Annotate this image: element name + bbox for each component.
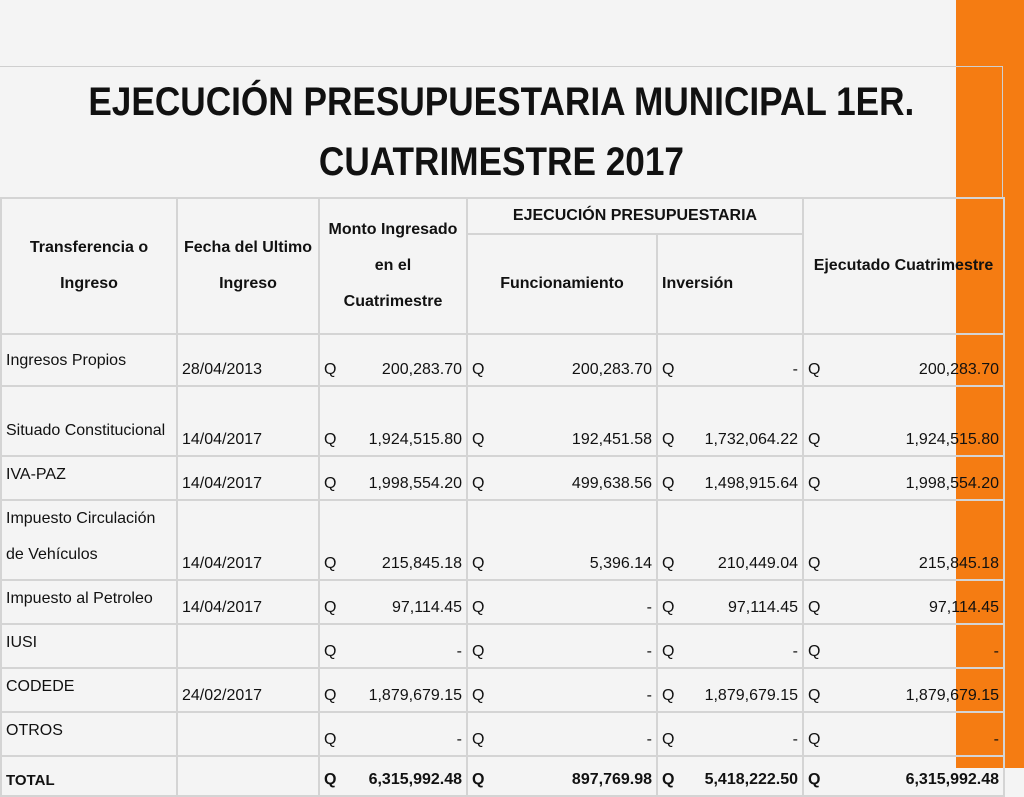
- row-ejec-value: 1,879,679.15: [905, 687, 999, 704]
- row-monto-value: 215,845.18: [381, 555, 462, 572]
- currency-symbol: Q: [662, 431, 675, 448]
- currency-symbol: Q: [472, 599, 485, 616]
- currency-symbol: Q: [324, 475, 337, 492]
- currency-symbol: Q: [472, 475, 485, 492]
- total-ejec-value: 6,315,992.48: [905, 771, 999, 788]
- row-ejec-value: 215,845.18: [918, 555, 999, 572]
- row-inv-value: 1,732,064.22: [704, 431, 798, 448]
- currency-symbol: Q: [324, 771, 337, 788]
- row-ejec-cell: [803, 624, 1004, 668]
- header-transferencia: Transferencia o Ingreso: [1, 198, 177, 334]
- row-ejec-cell: [803, 386, 1004, 456]
- total-monto-value: 6,315,992.48: [368, 771, 462, 788]
- row-monto-cell: [319, 456, 467, 500]
- slide-title: [0, 66, 1003, 197]
- row-inv-cell: [657, 386, 803, 456]
- row-date: [177, 624, 319, 668]
- table-row: [1, 712, 1004, 756]
- row-inv-cell: [657, 668, 803, 712]
- total-func-value: 897,769.98: [571, 771, 652, 788]
- row-ejec-value: -: [993, 643, 999, 660]
- table-row: [1, 500, 1004, 580]
- currency-symbol: Q: [662, 771, 675, 788]
- title-line-1: EJECUCIÓN PRESUPUESTARIA MUNICIPAL 1ER.: [87, 80, 915, 124]
- row-inv-value: 97,114.45: [728, 599, 798, 616]
- row-monto-cell: [319, 712, 467, 756]
- currency-symbol: Q: [324, 555, 337, 572]
- row-monto-value: -: [456, 731, 462, 748]
- row-name: Ingresos Propios: [1, 334, 177, 386]
- currency-symbol: Q: [808, 643, 821, 660]
- currency-symbol: Q: [472, 731, 485, 748]
- row-func-value: 5,396.14: [589, 555, 652, 572]
- table-row: [1, 624, 1004, 668]
- row-inv-value: -: [792, 643, 798, 660]
- total-ejec-cell: [803, 756, 1004, 796]
- header-fecha: Fecha del Ultimo Ingreso: [177, 198, 319, 334]
- row-name: IUSI: [1, 624, 177, 668]
- row-inv-value: 1,879,679.15: [704, 687, 798, 704]
- row-name: Situado Constitucional: [1, 386, 177, 456]
- row-ejec-value: 1,998,554.20: [905, 475, 999, 492]
- currency-symbol: Q: [662, 599, 675, 616]
- currency-symbol: Q: [324, 643, 337, 660]
- row-func-cell: [467, 334, 657, 386]
- currency-symbol: Q: [808, 361, 821, 378]
- row-date: [177, 712, 319, 756]
- currency-symbol: Q: [324, 599, 337, 616]
- header-ejecucion: EJECUCIÓN PRESUPUESTARIA: [467, 198, 803, 234]
- row-name: CODEDE: [1, 668, 177, 712]
- currency-symbol: Q: [808, 687, 821, 704]
- row-name: IVA-PAZ: [1, 456, 177, 500]
- row-func-cell: [467, 580, 657, 624]
- currency-symbol: Q: [324, 687, 337, 704]
- table-row: [1, 668, 1004, 712]
- row-func-cell: [467, 386, 657, 456]
- row-monto-value: 1,879,679.15: [368, 687, 462, 704]
- currency-symbol: Q: [472, 643, 485, 660]
- table-row: [1, 456, 1004, 500]
- slide-content: [0, 66, 1003, 797]
- row-monto-value: 1,924,515.80: [368, 431, 462, 448]
- row-date: 14/04/2017: [177, 500, 319, 580]
- row-monto-cell: [319, 580, 467, 624]
- currency-symbol: Q: [472, 431, 485, 448]
- row-ejec-value: 1,924,515.80: [905, 431, 999, 448]
- row-monto-value: -: [456, 643, 462, 660]
- total-func-cell: [467, 756, 657, 796]
- currency-symbol: Q: [662, 475, 675, 492]
- row-func-value: -: [646, 731, 652, 748]
- currency-symbol: Q: [324, 361, 337, 378]
- currency-symbol: Q: [324, 431, 337, 448]
- row-monto-value: 1,998,554.20: [368, 475, 462, 492]
- total-date: [177, 756, 319, 796]
- row-func-value: -: [646, 643, 652, 660]
- currency-symbol: Q: [324, 731, 337, 748]
- row-monto-cell: [319, 500, 467, 580]
- row-inv-cell: [657, 624, 803, 668]
- row-func-cell: [467, 456, 657, 500]
- row-func-value: -: [646, 687, 652, 704]
- currency-symbol: Q: [808, 475, 821, 492]
- currency-symbol: Q: [808, 599, 821, 616]
- currency-symbol: Q: [472, 555, 485, 572]
- row-inv-value: 1,498,915.64: [704, 475, 798, 492]
- total-inv-cell: [657, 756, 803, 796]
- currency-symbol: Q: [472, 361, 485, 378]
- currency-symbol: Q: [808, 731, 821, 748]
- row-date: 28/04/2013: [177, 334, 319, 386]
- table-row: [1, 334, 1004, 386]
- total-row: [1, 756, 1004, 796]
- currency-symbol: Q: [808, 431, 821, 448]
- row-ejec-cell: [803, 580, 1004, 624]
- row-date: 14/04/2017: [177, 580, 319, 624]
- row-ejec-value: 200,283.70: [918, 361, 999, 378]
- row-func-value: 192,451.58: [571, 431, 652, 448]
- currency-symbol: Q: [662, 643, 675, 660]
- row-func-value: -: [646, 599, 652, 616]
- currency-symbol: Q: [808, 771, 821, 788]
- row-name: Impuesto al Petroleo: [1, 580, 177, 624]
- row-func-value: 499,638.56: [571, 475, 652, 492]
- row-func-cell: [467, 668, 657, 712]
- row-date: 14/04/2017: [177, 456, 319, 500]
- row-func-cell: [467, 624, 657, 668]
- row-monto-cell: [319, 668, 467, 712]
- row-ejec-cell: [803, 334, 1004, 386]
- total-label: TOTAL: [1, 756, 177, 796]
- currency-symbol: Q: [662, 731, 675, 748]
- row-monto-cell: [319, 624, 467, 668]
- row-ejec-cell: [803, 456, 1004, 500]
- row-ejec-cell: [803, 712, 1004, 756]
- row-monto-value: 97,114.45: [392, 599, 462, 616]
- row-monto-cell: [319, 386, 467, 456]
- row-func-cell: [467, 712, 657, 756]
- row-name: Impuesto Circulación de Vehículos: [1, 500, 177, 580]
- row-ejec-cell: [803, 668, 1004, 712]
- currency-symbol: Q: [472, 687, 485, 704]
- header-monto: Monto Ingresado en el Cuatrimestre: [319, 198, 467, 334]
- row-inv-value: 210,449.04: [717, 555, 798, 572]
- title-line-2: CUATRIMESTRE 2017: [318, 140, 684, 184]
- row-inv-value: -: [792, 361, 798, 378]
- row-date: 14/04/2017: [177, 386, 319, 456]
- budget-table: [0, 197, 1005, 797]
- table-row: [1, 386, 1004, 456]
- row-inv-cell: [657, 334, 803, 386]
- currency-symbol: Q: [662, 687, 675, 704]
- header-inversion: Inversión: [657, 234, 803, 334]
- row-name: OTROS: [1, 712, 177, 756]
- row-ejec-value: 97,114.45: [929, 599, 999, 616]
- row-inv-value: -: [792, 731, 798, 748]
- total-inv-value: 5,418,222.50: [704, 771, 798, 788]
- table-row: [1, 580, 1004, 624]
- currency-symbol: Q: [662, 361, 675, 378]
- row-date: 24/02/2017: [177, 668, 319, 712]
- total-monto-cell: [319, 756, 467, 796]
- currency-symbol: Q: [808, 555, 821, 572]
- row-func-value: 200,283.70: [571, 361, 652, 378]
- currency-symbol: Q: [472, 771, 485, 788]
- row-ejec-value: -: [993, 731, 999, 748]
- row-inv-cell: [657, 580, 803, 624]
- row-func-cell: [467, 500, 657, 580]
- header-funcionamiento: Funcionamiento: [467, 234, 657, 334]
- row-monto-cell: [319, 334, 467, 386]
- currency-symbol: Q: [662, 555, 675, 572]
- row-ejec-cell: [803, 500, 1004, 580]
- row-inv-cell: [657, 712, 803, 756]
- row-inv-cell: [657, 500, 803, 580]
- row-monto-value: 200,283.70: [381, 361, 462, 378]
- row-inv-cell: [657, 456, 803, 500]
- header-ejecutado: Ejecutado Cuatrimestre: [803, 198, 1004, 334]
